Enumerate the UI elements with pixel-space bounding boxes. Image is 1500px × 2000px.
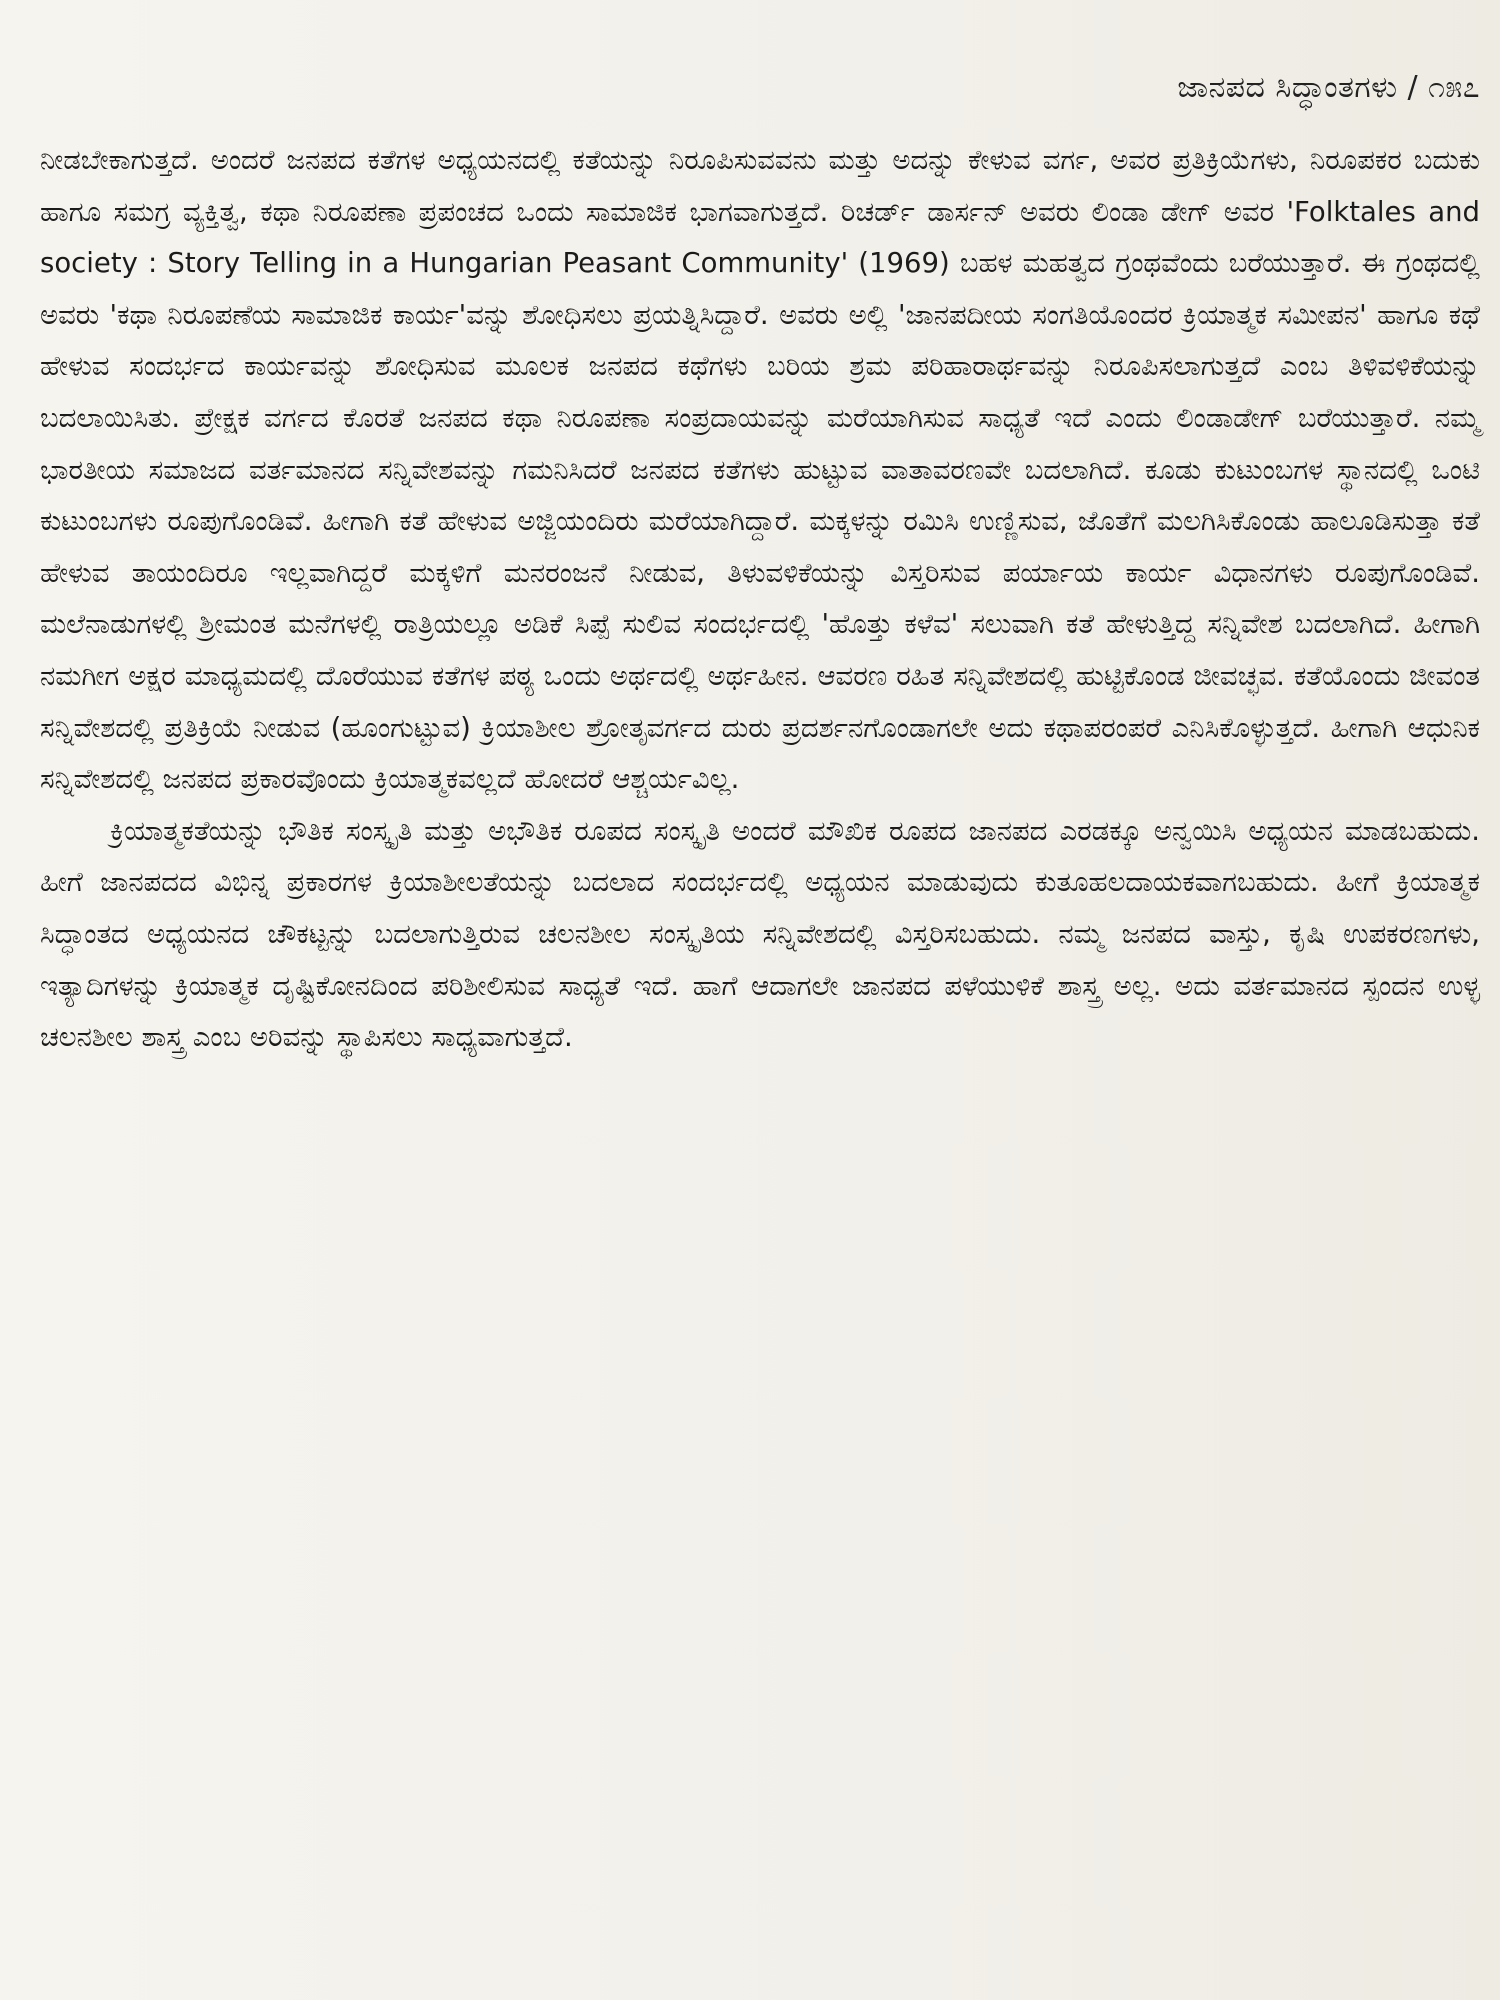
body-text [40, 135, 1480, 1064]
running-title: ಜಾನಪದ ಸಿದ್ಧಾಂತಗಳು [1177, 70, 1398, 105]
header-separator: / [1407, 70, 1419, 105]
paragraph-1: ನೀಡಬೇಕಾಗುತ್ತದೆ. ಅಂದರೆ ಜನಪದ ಕತೆಗಳ ಅಧ್ಯಯನದಲ್ಲಿ ಕತೆಯನ್ನು ನಿರೂಪಿಸುವವನು ಮತ್ತು ಅದನ್ನು ಕೇಳುವ ವರ್ಗ, ಅವರ ಪ್ರತಿಕ್ರಿಯೆಗಳು, ನಿರೂಪಕರ ಬದುಕು ಹಾಗೂ ಸಮಗ್ರ ವ್ಯಕ್ತಿತ್ವ, ಕಥಾ ನಿರೂಪಣಾ ಪ್ರಪಂಚದ ಒಂದು ಸಾಮಾಜಿಕ ಭಾಗವಾಗುತ್ತದೆ. ರಿಚರ್ಡ್ ಡಾರ್ಸನ್ ಅವರು ಲಿಂಡಾ ಡೇಗ್ ಅವರ 'Folktales and society : Story Telling in a Hungarian Peasant Community' (1969) ಬಹಳ ಮಹತ್ವದ ಗ್ರಂಥವೆಂದು ಬರೆಯುತ್ತಾರೆ. ಈ ಗ್ರಂಥದಲ್ಲಿ ಅವರು 'ಕಥಾ ನಿರೂಪಣೆಯ ಸಾಮಾಜಿಕ ಕಾರ್ಯ'ವನ್ನು ಶೋಧಿಸಲು ಪ್ರಯತ್ನಿಸಿದ್ದಾರೆ. ಅವರು ಅಲ್ಲಿ 'ಜಾನಪದೀಯ ಸಂಗತಿಯೊಂದರ ಕ್ರಿಯಾತ್ಮಕ ಸಮೀಪನ' ಹಾಗೂ ಕಥೆ ಹೇಳುವ ಸಂದರ್ಭದ ಕಾರ್ಯವನ್ನು ಶೋಧಿಸುವ ಮೂಲಕ ಜನಪದ ಕಥೆಗಳು ಬರಿಯ ಶ್ರಮ ಪರಿಹಾರಾರ್ಥವನ್ನು ನಿರೂಪಿಸಲಾಗುತ್ತದೆ ಎಂಬ ತಿಳಿವಳಿಕೆಯನ್ನು ಬದಲಾಯಿಸಿತು. ಪ್ರೇಕ್ಷಕ ವರ್ಗದ ಕೊರತೆ ಜನಪದ ಕಥಾ ನಿರೂಪಣಾ ಸಂಪ್ರದಾಯವನ್ನು ಮರೆಯಾಗಿಸುವ ಸಾಧ್ಯತೆ ಇದೆ ಎಂದು ಲಿಂಡಾಡೇಗ್ ಬರೆಯುತ್ತಾರೆ. ನಮ್ಮ ಭಾರತೀಯ ಸಮಾಜದ ವರ್ತಮಾನದ ಸನ್ನಿವೇಶವನ್ನು ಗಮನಿಸಿದರೆ ಜನಪದ ಕತೆಗಳು ಹುಟ್ಟುವ ವಾತಾವರಣವೇ ಬದಲಾಗಿದೆ. ಕೂಡು ಕುಟುಂಬಗಳ ಸ್ಥಾನದಲ್ಲಿ ಒಂಟಿ ಕುಟುಂಬಗಳು ರೂಪುಗೊಂಡಿವೆ. ಹೀಗಾಗಿ ಕತೆ ಹೇಳುವ ಅಜ್ಜಿಯಂದಿರು ಮರೆಯಾಗಿದ್ದಾರೆ. ಮಕ್ಕಳನ್ನು ರಮಿಸಿ ಉಣ್ಣಿಸುವ, ಜೊತೆಗೆ ಮಲಗಿಸಿಕೊಂಡು ಹಾಲೂಡಿಸುತ್ತಾ ಕತೆ ಹೇಳುವ ತಾಯಂದಿರೂ ಇಲ್ಲವಾಗಿದ್ದರೆ ಮಕ್ಕಳಿಗೆ ಮನರಂಜನೆ ನೀಡುವ, ತಿಳುವಳಿಕೆಯನ್ನು ವಿಸ್ತರಿಸುವ ಪರ್ಯಾಯ ಕಾರ್ಯ ವಿಧಾನಗಳು ರೂಪುಗೊಂಡಿವೆ. ಮಲೆನಾಡುಗಳಲ್ಲಿ ಶ್ರೀಮಂತ ಮನೆಗಳಲ್ಲಿ ರಾತ್ರಿಯಲ್ಲೂ ಅಡಿಕೆ ಸಿಪ್ಪೆ ಸುಲಿವ ಸಂದರ್ಭದಲ್ಲಿ 'ಹೊತ್ತು ಕಳೆವ' ಸಲುವಾಗಿ ಕತೆ ಹೇಳುತ್ತಿದ್ದ ಸನ್ನಿವೇಶ ಬದಲಾಗಿದೆ. ಹೀಗಾಗಿ ನಮಗೀಗ ಅಕ್ಷರ ಮಾಧ್ಯಮದಲ್ಲಿ ದೊರೆಯುವ ಕತೆಗಳ ಪಠ್ಯ ಒಂದು ಅರ್ಥದಲ್ಲಿ ಅರ್ಥಹೀನ. ಆವರಣ ರಹಿತ ಸನ್ನಿವೇಶದಲ್ಲಿ ಹುಟ್ಟಿಕೊಂಡ ಜೀವಚ್ಛವ. ಕತೆಯೊಂದು ಜೀವಂತ ಸನ್ನಿವೇಶದಲ್ಲಿ ಪ್ರತಿಕ್ರಿಯೆ ನೀಡುವ (ಹೂಂಗುಟ್ಟುವ) ಕ್ರಿಯಾಶೀಲ ಶ್ರೋತೃವರ್ಗದ ದುರು ಪ್ರದರ್ಶನಗೊಂಡಾಗಲೇ ಅದು ಕಥಾಪರಂಪರೆ ಎನಿಸಿಕೊಳ್ಳುತ್ತದೆ. ಹೀಗಾಗಿ ಆಧುನಿಕ ಸನ್ನಿವೇಶದಲ್ಲಿ ಜನಪದ ಪ್ರಕಾರವೊಂದು ಕ್ರಿಯಾತ್ಮಕವಲ್ಲದೆ ಹೋದರೆ ಆಶ್ಚರ್ಯವಿಲ್ಲ. [40, 144, 1480, 796]
paragraph-2: ಕ್ರಿಯಾತ್ಮಕತೆಯನ್ನು ಭೌತಿಕ ಸಂಸ್ಕೃತಿ ಮತ್ತು ಅಭೌತಿಕ ರೂಪದ ಸಂಸ್ಕೃತಿ ಅಂದರೆ ಮೌಖಿಕ ರೂಪದ ಜಾನಪದ ಎರಡಕ್ಕೂ ಅನ್ವಯಿಸಿ ಅಧ್ಯಯನ ಮಾಡಬಹುದು. ಹೀಗೆ ಜಾನಪದದ ವಿಭಿನ್ನ ಪ್ರಕಾರಗಳ ಕ್ರಿಯಾಶೀಲತೆಯನ್ನು ಬದಲಾದ ಸಂದರ್ಭದಲ್ಲಿ ಅಧ್ಯಯನ ಮಾಡುವುದು ಕುತೂಹಲದಾಯಕವಾಗಬಹುದು. ಹೀಗೆ ಕ್ರಿಯಾತ್ಮಕ ಸಿದ್ಧಾಂತದ ಅಧ್ಯಯನದ ಚೌಕಟ್ಟನ್ನು ಬದಲಾಗುತ್ತಿರುವ ಚಲನಶೀಲ ಸಂಸ್ಕೃತಿಯ ಸನ್ನಿವೇಶದಲ್ಲಿ ವಿಸ್ತರಿಸಬಹುದು. ನಮ್ಮ ಜನಪದ ವಾಸ್ತು, ಕೃಷಿ ಉಪಕರಣಗಳು, ಇತ್ಯಾದಿಗಳನ್ನು ಕ್ರಿಯಾತ್ಮಕ ದೃಷ್ಟಿಕೋನದಿಂದ ಪರಿಶೀಲಿಸುವ ಸಾಧ್ಯತೆ ಇದೆ. ಹಾಗೆ ಆದಾಗಲೇ ಜಾನಪದ ಪಳೆಯುಳಿಕೆ ಶಾಸ್ತ್ರ ಅಲ್ಲ. ಅದು ವರ್ತಮಾನದ ಸ್ಪಂದನ ಉಳ್ಳ ಚಲನಶೀಲ ಶಾಸ್ತ್ರ ಎಂಬ ಅರಿವನ್ನು ಸ್ಥಾಪಿಸಲು ಸಾಧ್ಯವಾಗುತ್ತದೆ. [40, 814, 1480, 1054]
running-header [1177, 68, 1480, 108]
page-number: ೧೫೭ [1428, 70, 1480, 105]
